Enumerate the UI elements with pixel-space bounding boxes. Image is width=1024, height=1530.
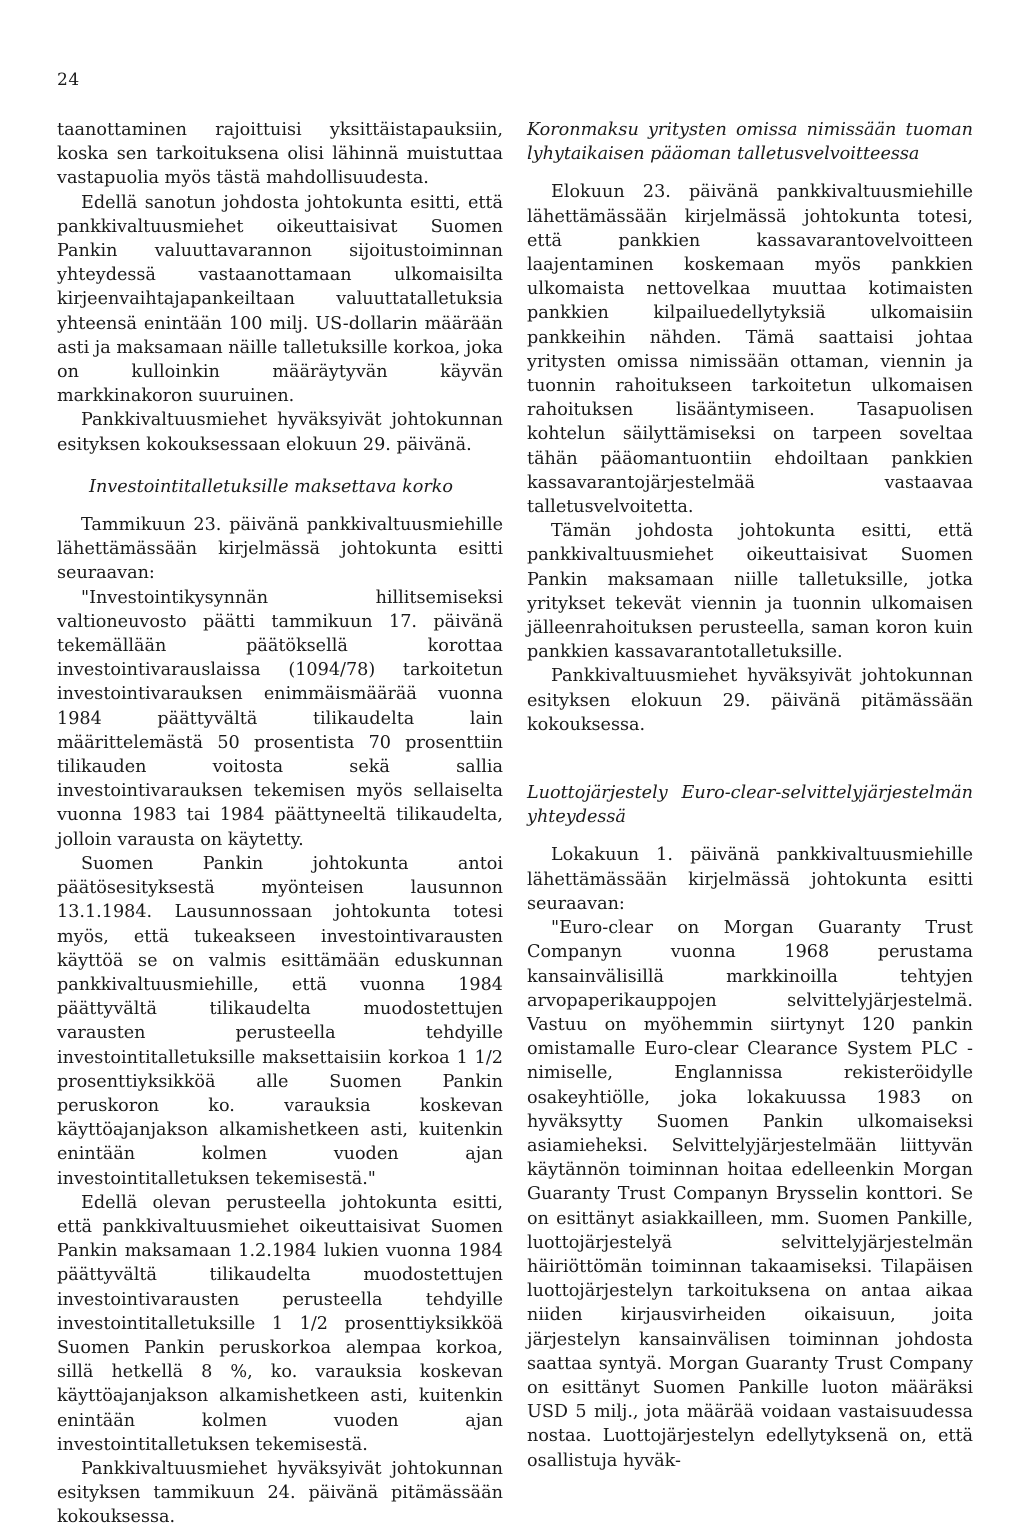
- paragraph: Tammikuun 23. päivänä pankkivaltuusmiehille lähettämässään kirjelmässä johtokunta esitti seuraavan:: [57, 515, 503, 584]
- paragraph: Lokakuun 1. päivänä pankkivaltuusmiehille lähettämässään kirjelmässä johtokunta esitti seuraavan:: [527, 845, 973, 914]
- right-column: [527, 118, 973, 1473]
- page-number: 24: [57, 70, 80, 90]
- paragraph: Pankkivaltuusmiehet hyväksyivät johtokunnan esityksen kokouksessaan elokuun 29. päivänä.: [57, 410, 503, 455]
- paragraph: Pankkivaltuusmiehet hyväksyivät johtokunnan esityksen tammikuun 24. päivänä pitämässään kokouksessa.: [57, 1458, 503, 1528]
- section-heading: Koronmaksu yritysten omissa nimissään tuoman lyhytaikaisen pääoman talletusvelvoitteessa: [527, 120, 973, 165]
- paragraph: Pankkivaltuusmiehet hyväksyivät johtokunnan esityksen elokuun 29. päivänä pitämässään kokouksessa.: [527, 666, 973, 735]
- paragraph: Tämän johdosta johtokunta esitti, että pankkivaltuusmiehet oikeuttaisivat Suomen Pankin maksamaan niille talletuksille, jotka yritykset tekevät viennin ja tuonnin ulkomaisen jälleenrahoituksen perusteella, saman koron kuin pankkien kassavarantotalletuksille.: [527, 521, 973, 663]
- section-heading: Luottojärjestely Euro-clear-selvittelyjärjestelmän yhteydessä: [527, 783, 973, 828]
- paragraph: Edellä sanotun johdosta johtokunta esitti, että pankkivaltuusmiehet oikeuttaisivat Suomen Pankin valuuttavarannon sijoitustoiminnan yhteydessä vastaanottamaan ulkomaisilta kirjeenvaihtajapankeiltaan valuuttatalletuksia yhteensä enintään 100 milj. US-dollarin määrään asti ja maksamaan näille talletuksille korkoa, joka on kulloinkin määräytyvän käyvän markkinakoron suuruinen.: [57, 192, 503, 407]
- section-heading: Investointitalletuksille maksettava korko: [89, 476, 454, 497]
- paragraph: taanottaminen rajoittuisi yksittäistapauksiin, koska sen tarkoituksena olisi lähinnä muistuttaa vastapuolia myös tästä mahdollisuudesta.: [57, 120, 503, 189]
- quoted-paragraph: Suomen Pankin johtokunta antoi päätösesityksestä myönteisen lausunnon 13.1.1984. Lausunnossaan johtokunta totesi myös, että tukeakseen investointivarausten käyttöä se on valmis esittämään eduskunnan pankkivaltuusmiehille, että vuonna 1984 päättyvältä tilikaudelta muodostettujen varausten perusteella tehdyille investointitalletuksille maksettaisiin korkoa 1 1/2 prosenttiyksikköä alle Suomen Pankin peruskoron ko. varauksia koskevan käyttöajanjakson alkamishetkeen asti, kuitenkin enintään kolmen vuoden ajan investointitalletuksen tekemisestä.": [57, 853, 503, 1189]
- paragraph: Edellä olevan perusteella johtokunta esitti, että pankkivaltuusmiehet oikeuttaisivat Suomen Pankin maksamaan 1.2.1984 lukien vuonna 1984 päättyvältä tilikaudelta muodostettujen investointivarausten perusteella tehdyille investointitalletuksille 1 1/2 prosenttiyksikköä Suomen Pankin peruskorkoa alempaa korkoa, sillä hetkellä 8 %, ko. varauksia koskevan käyttöajanjakson alkamishetkeen asti, kuitenkin enintään kolmen vuoden ajan investointitalletuksen tekemisestä.: [57, 1192, 503, 1455]
- paragraph: Elokuun 23. päivänä pankkivaltuusmiehille lähettämässään kirjelmässä johtokunta totesi, että pankkien kassavarantovelvoitteen laajentaminen koskemaan myös pankkien ulkomaista nettovelkaa muuttaa kotimaisten pankkien kilpailuedellytyksiä ulkomaisiin pankkeihin nähden. Tämä saattaisi johtaa yritysten omissa nimissään ottaman, viennin ja tuonnin rahoitukseen tarkoitetun ulkomaisen rahoituksen lisääntymiseen. Tasapuolisen kohtelun säilyttämiseksi on tarpeen soveltaa tähän pääomantuontiin ehdoiltaan pankkien kassavarantojärjestelmää vastaavaa talletusvelvoitetta.: [527, 182, 973, 518]
- left-column: [57, 118, 503, 1530]
- quoted-paragraph: "Euro-clear on Morgan Guaranty Trust Companyn vuonna 1968 perustama kansainvälisillä markkinoilla tehtyjen arvopaperikauppojen selvittelyjärjestelmä. Vastuu on myöhemmin siirtynyt 120 pankin omistamalle Euro-clear Clearance System PLC -nimiselle, Englannissa rekisteröidylle osakeyhtiölle, joka lokakuussa 1983 on hyväksytty Suomen Pankin ulkomaiseksi asiamieheksi. Selvittelyjärjestelmään liittyvän käytännön toiminnan hoitaa edelleenkin Morgan Guaranty Trust Companyn Brysselin konttori. Se on esittänyt asiakkailleen, mm. Suomen Pankille, luottojärjestelyä selvittelyjärjestelmän häiriöttömän toiminnan takaamiseksi. Tilapäisen luottojärjestelyn tarkoituksena on antaa aikaa niiden kirjausvirheiden oikaisuun, joita järjestelyn kansainvälisen toiminnan johdosta saattaa syntyä. Morgan Guaranty Trust Company on esittänyt Suomen Pankille luoton määräksi USD 5 milj., jota määrää voidaan vastaisuudessa nostaa. Luottojärjestelyn edellytyksenä on, että osallistuja hyväk-: [527, 918, 973, 1471]
- quoted-paragraph: "Investointikysynnän hillitsemiseksi valtioneuvosto päätti tammikuun 17. päivänä tekemällään päätöksellä korottaa investointivarauslaissa (1094/78) tarkoitetun investointivarauksen enimmäismäärää vuonna 1984 päättyvältä tilikaudelta lain määrittelemästä 50 prosentista 70 prosenttiin tilikauden voitosta sekä sallia investointivarauksen tekemisen myös sellaiselta vuonna 1983 tai 1984 päättyneeltä tilikaudelta, jolloin varausta on käytetty.: [57, 587, 503, 850]
